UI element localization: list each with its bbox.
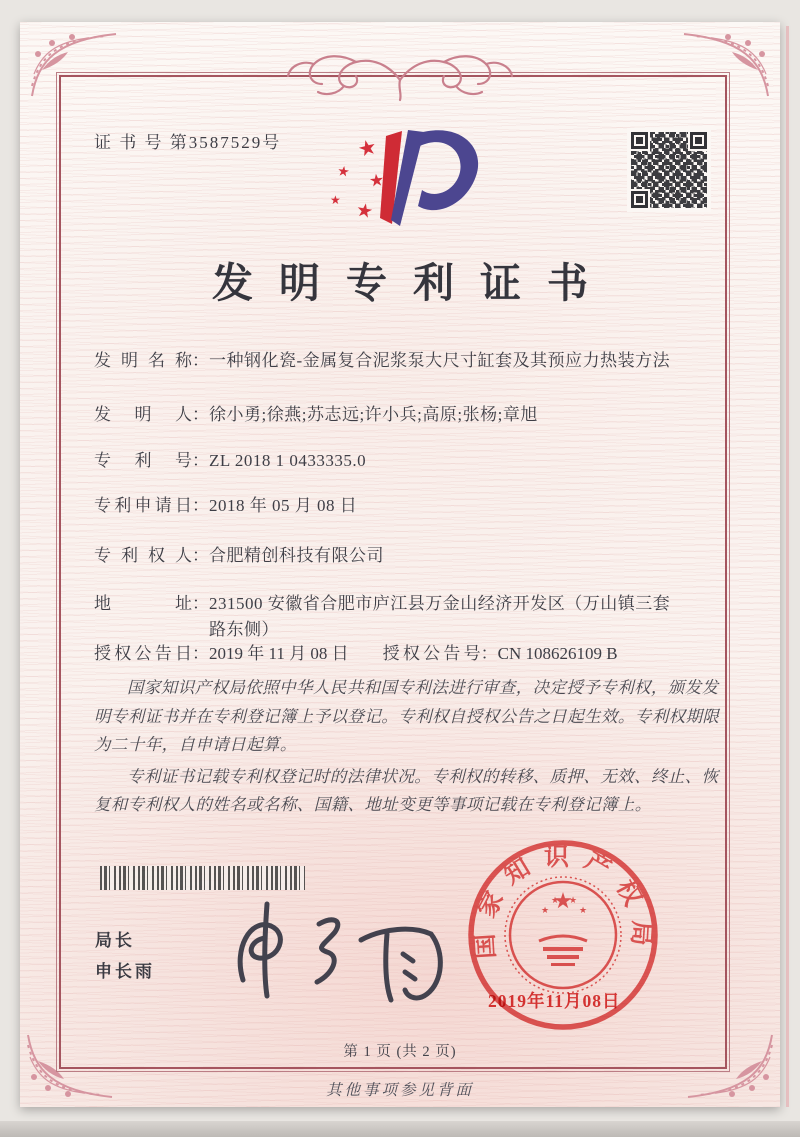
director-name: 申长雨 <box>95 962 155 981</box>
certificate-number <box>94 128 281 153</box>
seal-text: 国家知识产权局 <box>471 843 655 960</box>
field-value: 一种钢化瓷-金属复合泥浆泵大尺寸缸套及其预应力热装方法 <box>209 351 671 370</box>
field-value: 231500 安徽省合肥市庐江县万金山经济开发区（万山镇三套路东侧） <box>209 594 671 639</box>
field-application-date <box>94 493 730 519</box>
colon: ： <box>192 351 209 370</box>
national-emblem-icon <box>505 877 621 993</box>
qr-finder-icon <box>631 132 648 149</box>
small-star-icon: ★ <box>541 905 550 915</box>
page-number: 第 1 页 (共 2 页) <box>343 1044 457 1060</box>
back-side-note: 其他事项参见背面 <box>325 1082 474 1099</box>
field-label: 发明名称 <box>94 351 192 370</box>
field-invention-name <box>94 348 730 374</box>
director-block <box>95 925 155 987</box>
field-address <box>94 591 730 643</box>
field-value: ZL 2018 1 0433335.0 <box>209 451 367 470</box>
qr-finder-icon <box>690 132 707 149</box>
field-label: 专利申请日 <box>94 496 192 515</box>
legal-paragraph-1: 国家知识产权局依照中华人民共和国专利法进行审查，决定授予专利权，颁发发明专利证书并在专利登记簿上予以登记。专利权自授权公告之日起生效。专利权期限为二十年，自申请日起算。 <box>94 678 720 754</box>
photo-edge-artifact <box>786 26 789 1107</box>
photo-bottom-shadow <box>0 1121 800 1137</box>
field-label: 授权公告日 <box>94 644 192 663</box>
colon: ： <box>192 546 209 565</box>
field-label: 地址 <box>94 594 192 613</box>
top-flourish-ornament <box>278 46 522 106</box>
legal-text-section <box>94 674 728 820</box>
colon: ： <box>192 496 209 515</box>
colon: ： <box>480 644 498 663</box>
star-icon: ★ <box>330 193 341 207</box>
field-grant-date <box>94 641 349 667</box>
small-star-icon: ★ <box>579 905 588 915</box>
barcode-icon <box>100 866 305 890</box>
field-value: CN 108626109 B <box>497 644 618 663</box>
certificate-number-suffix: 号 <box>262 133 282 152</box>
star-icon: ★ <box>336 164 351 181</box>
director-signature-icon <box>215 890 445 1005</box>
field-value: 2019 年 11 月 08 日 <box>209 644 349 663</box>
star-icon: ★ <box>354 199 375 224</box>
qr-code-icon <box>627 128 711 212</box>
certificate-number-prefix: 证 书 号 第 <box>94 133 189 152</box>
star-icon: ★ <box>355 134 380 162</box>
certificate-page <box>20 22 780 1107</box>
director-label: 局长 <box>95 931 135 950</box>
certificate-number-value: 3587529 <box>188 133 263 152</box>
field-label: 专利号 <box>94 451 192 470</box>
qr-code-modules <box>631 132 707 208</box>
certificate-title: 发明专利证书 <box>212 260 614 306</box>
field-grant-row <box>94 641 730 667</box>
field-patentee <box>94 543 730 569</box>
colon: ： <box>192 405 209 424</box>
field-label: 授权公告号 <box>382 644 481 663</box>
small-star-icon: ★ <box>569 895 578 905</box>
field-value: 2018 年 05 月 08 日 <box>209 496 358 515</box>
field-value: 徐小勇;徐燕;苏志远;许小兵;高原;张杨;章旭 <box>209 405 538 424</box>
colon: ： <box>192 594 209 613</box>
field-value: 合肥精创科技有限公司 <box>209 546 384 565</box>
qr-finder-icon <box>631 191 648 208</box>
field-patent-number <box>94 448 730 474</box>
star-icon: ★ <box>368 170 386 191</box>
colon: ： <box>192 644 209 663</box>
field-label: 发明人 <box>94 405 192 424</box>
legal-paragraph-2: 专利证书记载专利权登记时的法律状况。专利权的转移、质押、无效、终止、恢复和专利权人的姓名或名称、国籍、地址变更等事项记载在专利登记簿上。 <box>94 766 719 814</box>
colon: ： <box>192 451 209 470</box>
field-inventors <box>94 402 730 428</box>
small-star-icon: ★ <box>551 895 560 905</box>
cnipa-patent-logo-icon <box>328 120 484 236</box>
seal-date: 2019年11月08日 <box>488 991 621 1011</box>
field-grant-number <box>383 641 618 667</box>
field-label: 专利权人 <box>94 546 192 565</box>
